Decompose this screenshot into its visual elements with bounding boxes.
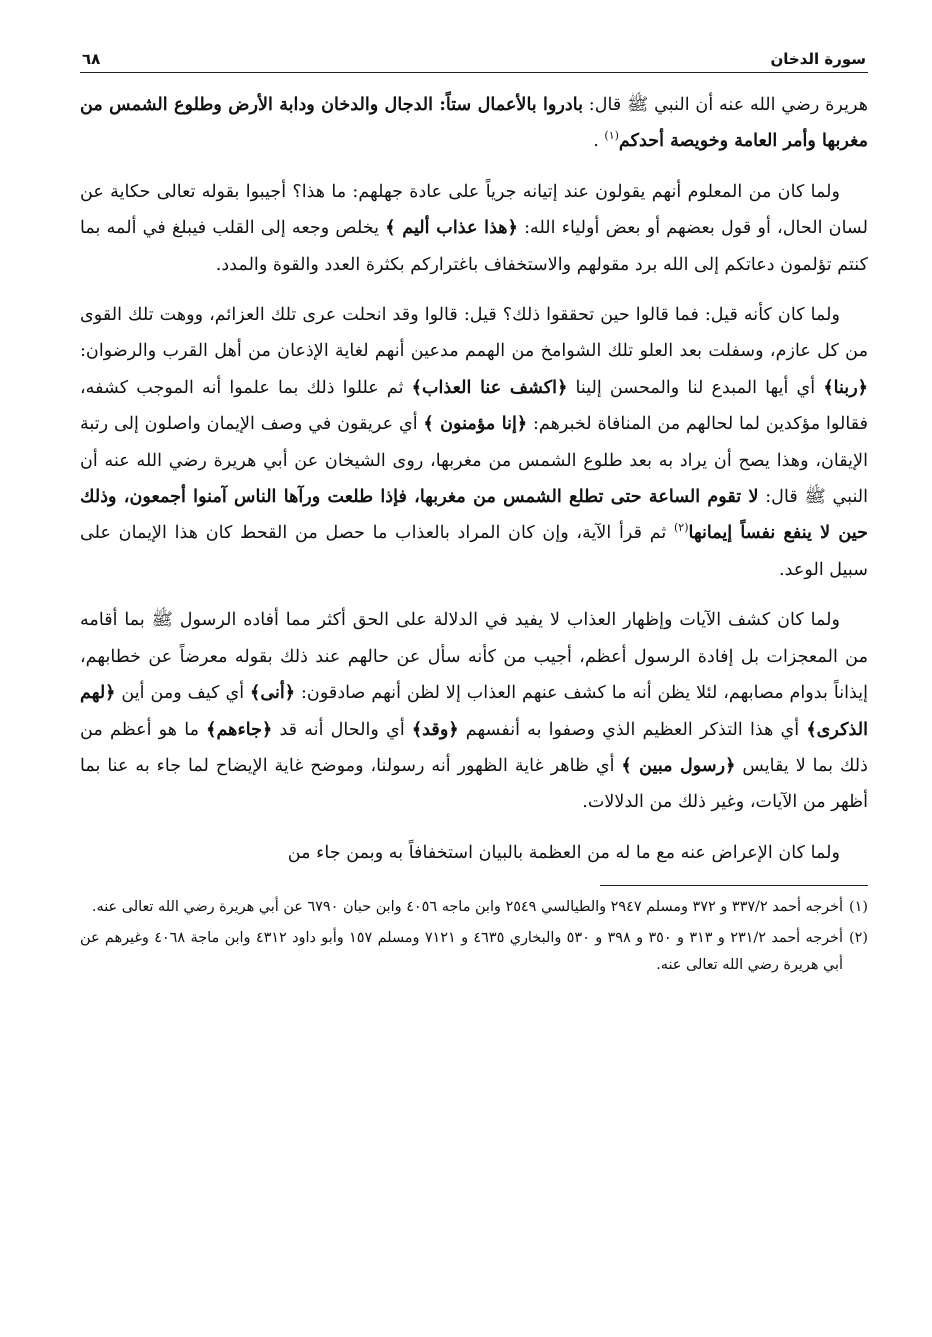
text-run: أي أيها المبدع لنا والمحسن إلينا: [567, 377, 824, 398]
quran-quote: ﴿ربنا﴾: [823, 376, 868, 398]
text-run: أي كيف ومن أين: [115, 683, 251, 704]
hadith-text: بادروا بالأعمال ستاً: الدجال والدخان ودابة الأرض وطلوع الشمس من مغربها وأمر العامة وخويصة أحدكم: [80, 94, 868, 152]
text-run: ثم عللوا ذلك بما علموا أنه الموجب كشفه، فقالوا مؤكدين لما لحالهم من المنافاة لخبرهم:: [80, 377, 869, 435]
quran-quote: ﴿رسول مبين ﴾: [621, 754, 736, 776]
text-run: ولما كان من المعلوم أنهم يقولون عند إتيانه جرياً على عادة جهلهم: ما هذا؟ أجيبوا بقوله تعالى حكاية عن لسان الحال، أو قول بعضهم أو بعض أولياء الله:: [80, 181, 868, 239]
footnote-ref-2: (٢): [673, 521, 689, 535]
quran-quote: ﴿إنا مؤمنون ﴾: [423, 413, 528, 435]
footnote-separator: [600, 885, 868, 886]
footnotes: [80, 894, 868, 979]
footnote-ref-1: (١): [604, 129, 619, 143]
footnote-text: أخرجه أحمد ٣٣٧/٢ و ٣٧٢ ومسلم ٢٩٤٧ والطيالسي ٢٥٤٩ وابن ماجه ٤٠٥٦ وابن حبان ٦٧٩٠ عن أبي هريرة رضي الله تعالى عنه.: [91, 899, 844, 916]
page-body: [80, 87, 868, 871]
text-run: ولما كان كشف الآيات وإظهار العذاب لا يفيد في الدلالة على الحق أكثر مما أفاده الرسول ﷺ بما أقامه من المعجزات بل إفادة الرسول أعظم، أجيب من كأنه سأل عن حالهم عند ذلك بقوله معرضاً عن خطابهم، إيذاناً بدوام مصابهم، لئلا يظن أنه ما كشف عنهم العذاب إلا لظن أنهم صادقون:: [80, 610, 868, 704]
text-run: ما هو أعظم من ذلك بما لا يقايس: [80, 719, 868, 776]
text-run: ولما كان كأنه قيل: فما قالوا حين تحققوا ذلك؟ قيل: قالوا وقد انحلت عرى تلك العزائم، ووهت تلك القوى من كل عازم، وسفلت بعد العلو تلك الشوامخ من الهمم مدعين أنهم لغاية الإذعان من أهل القرب والرضوان:: [80, 305, 868, 362]
text-run: أي والحال أنه قد: [272, 719, 412, 740]
quran-quote: ﴿جاءهم﴾: [206, 718, 273, 740]
page-header: [80, 40, 868, 73]
footnote-number: (٢): [849, 930, 868, 947]
book-page: [80, 40, 868, 983]
paragraph-2: [80, 174, 868, 283]
quran-quote: ﴿اكشف عنا العذاب﴾: [411, 376, 568, 398]
paragraph-5: [80, 835, 868, 871]
text-run: هريرة رضي الله عنه أن النبي ﷺ قال:: [583, 95, 869, 115]
text-run: أي ظاهر غاية الظهور أنه رسولنا، وموضح غاية الإيضاح لما جاء به عنا بما أظهر من الآيات، وغير ذلك من الدلالات.: [80, 755, 868, 813]
footnote-number: (١): [849, 899, 868, 916]
text-run: أي عريقون في وصف الإيمان واصلون إلى رتبة الإيقان، وهذا يصح أن يراد به بعد طلوع الشمس من مغربها، روى الشيخان عن أبي هريرة رضي الله عنه أن النبي ﷺ قال:: [80, 414, 869, 508]
text-run: ولما كان الإعراض عنه مع ما له من العظمة بالبيان استخفافاً به وبمن جاء من: [287, 842, 840, 863]
hadith-text: لا تقوم الساعة حتى تطلع الشمس من مغربها، فإذا طلعت ورآها الناس آمنوا أجمعون، وذلك حين لا ينفع نفساً إيمانها: [80, 486, 868, 544]
paragraph-1: [80, 87, 868, 160]
page-number: ٦٨: [82, 50, 101, 68]
footnote-1: [80, 894, 868, 921]
footnote-text: أخرجه أحمد ٢٣١/٢ و ٣١٣ و ٣٥٠ و ٣٩٨ و ٥٣٠ والبخاري ٤٦٣٥ و ٧١٢١ ومسلم ١٥٧ وأبو داود ٤٣١٢ وابن ماجة ٤٠٦٨ وغيرهم عن أبي هريرة رضي الله تعالى عنه.: [80, 930, 844, 974]
quran-quote: ﴿هذا عذاب أليم ﴾: [385, 217, 518, 239]
running-title: سورة الدخان: [770, 50, 866, 68]
footnote-2: [80, 925, 868, 979]
quran-quote: ﴿وقد﴾: [411, 718, 459, 740]
text-run: أي هذا التذكر العظيم الذي وصفوا به أنفسهم: [458, 719, 807, 740]
paragraph-4: [80, 602, 868, 820]
quran-quote: ﴿أنى﴾: [250, 682, 296, 704]
paragraph-3: [80, 297, 868, 588]
quran-quote: ﴿لهم الذكرى﴾: [80, 682, 868, 740]
text-run: .: [593, 131, 605, 152]
text-run: يخلص وجعه إلى القلب فيبلغ في ألمه بما كنتم تؤلمون دعاتكم إلى الله برد مقولهم والاستخفاف باغتراركم بكثرة العدد والقوة والمدد.: [80, 218, 868, 275]
text-run: ثم قرأ الآية، وإن كان المراد بالعذاب ما حصل من القحط كان هذا الإيمان على سبيل الوعد.: [80, 523, 868, 580]
